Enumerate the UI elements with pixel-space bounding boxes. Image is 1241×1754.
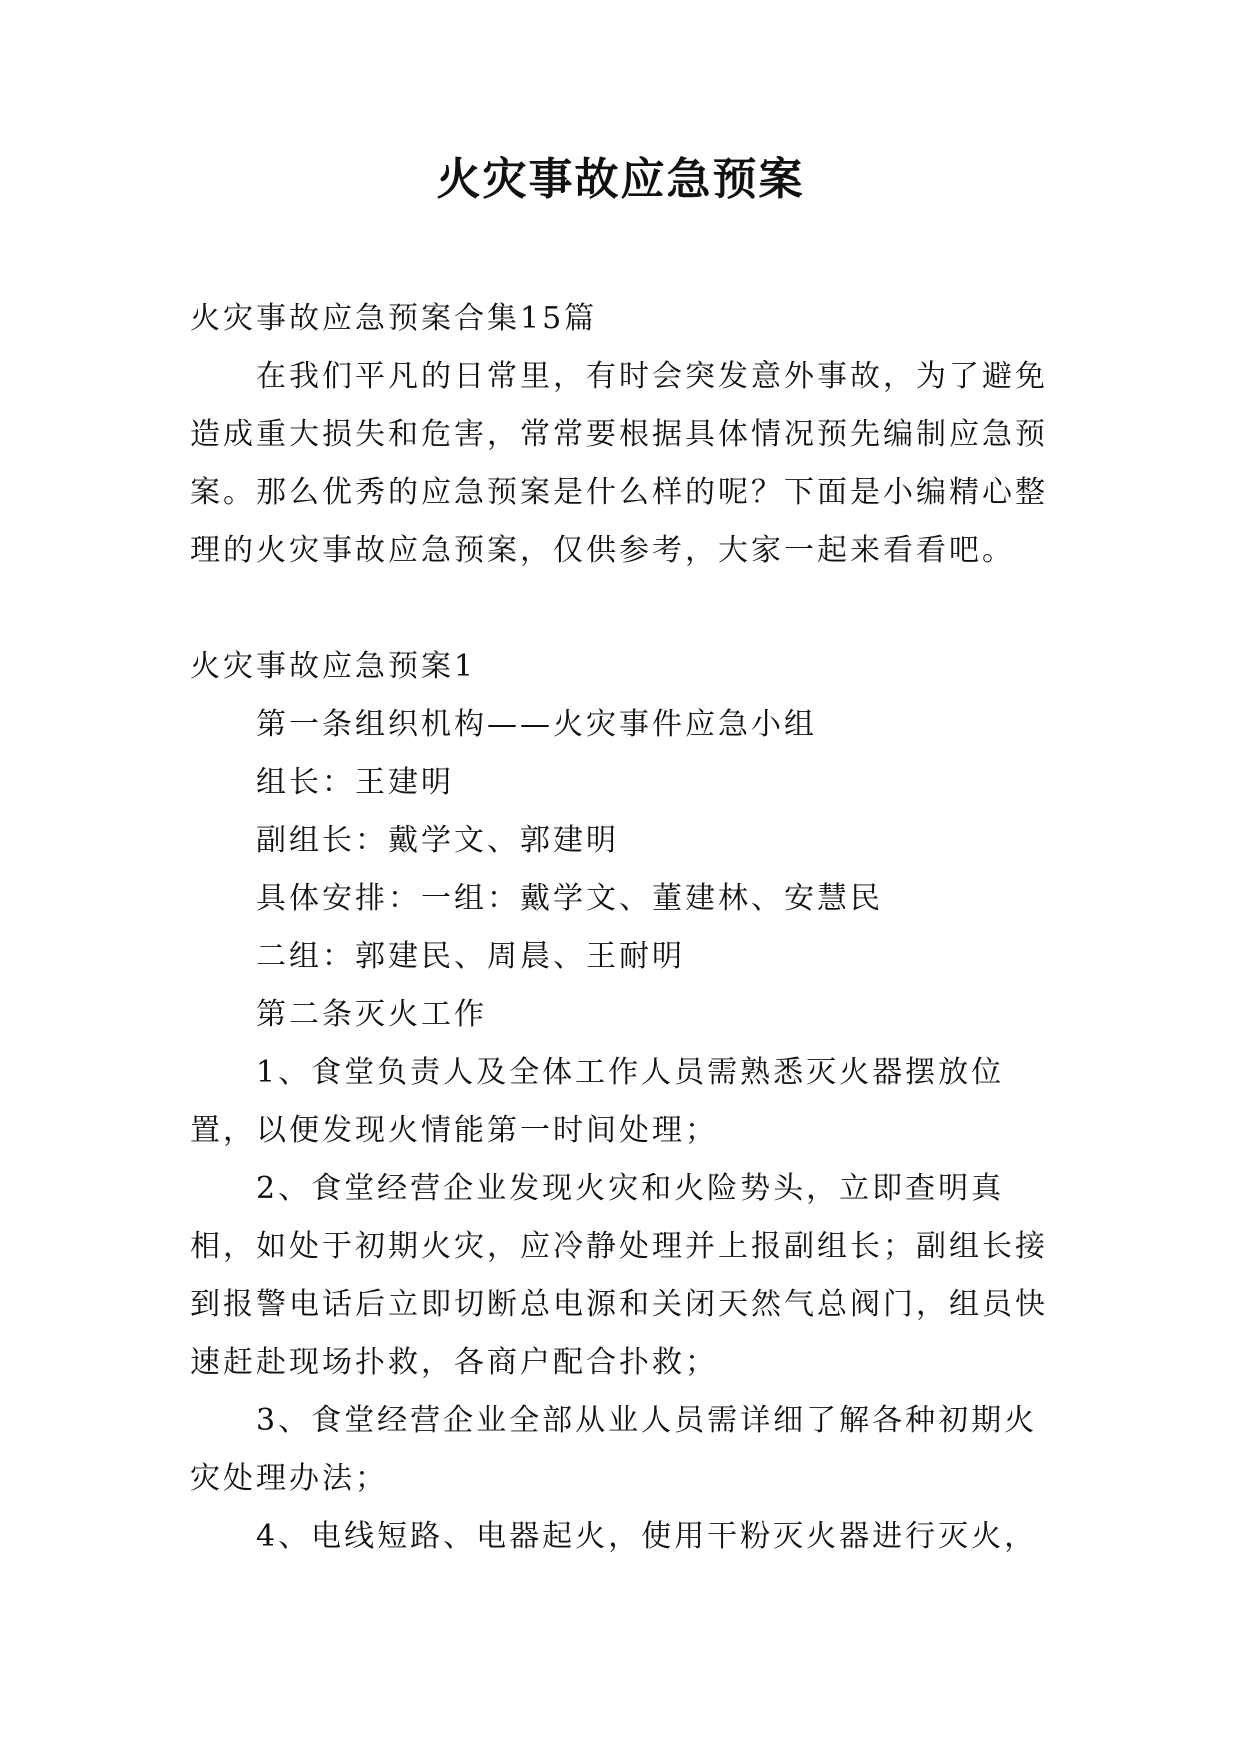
paragraph-deputy: 副组长：戴学文、郭建明 [256, 823, 619, 858]
section-heading: 火灾事故应急预案1 [190, 649, 477, 684]
paragraph-article-two: 第二条灭火工作 [256, 997, 487, 1032]
list-item: 2、食堂经营企业发现火灾和火险势头，立即查明真相，如处于初期火灾，应冷静处理并上报副组长；副组长接到报警电话后立即切断总电源和关闭天然气总阀门，组员快速赶赴现场扑救，各商户配合扑救； [190, 1171, 1048, 1380]
paragraph-arrangement: 具体安排：一组：戴学文、董建林、安慧民 [256, 881, 883, 916]
list-item: 4、电线短路、电器起火，使用干粉灭火器进行灭火， [256, 1519, 1038, 1554]
collection-heading: 火灾事故应急预案合集15篇 [190, 301, 598, 336]
paragraph-group-two: 二组：郭建民、周晨、王耐明 [256, 939, 685, 974]
list-item: 3、食堂经营企业全部从业人员需详细了解各种初期火灾处理办法； [190, 1403, 1038, 1496]
paragraph-org: 第一条组织机构——火灾事件应急小组 [256, 707, 817, 742]
document-body [190, 290, 1055, 1566]
document-title: 火灾事故应急预案 [436, 154, 805, 205]
intro-paragraph: 在我们平凡的日常里，有时会突发意外事故，为了避免造成重大损失和危害，常常要根据具体情况预先编制应急预案。那么优秀的应急预案是什么样的呢？下面是小编精心整理的火灾事故应急预案，仅供参考，大家一起来看看吧。 [190, 359, 1048, 568]
paragraph-leader: 组长：王建明 [256, 765, 454, 800]
list-item: 1、食堂负责人及全体工作人员需熟悉灭火器摆放位置，以便发现火情能第一时间处理； [190, 1055, 1005, 1148]
